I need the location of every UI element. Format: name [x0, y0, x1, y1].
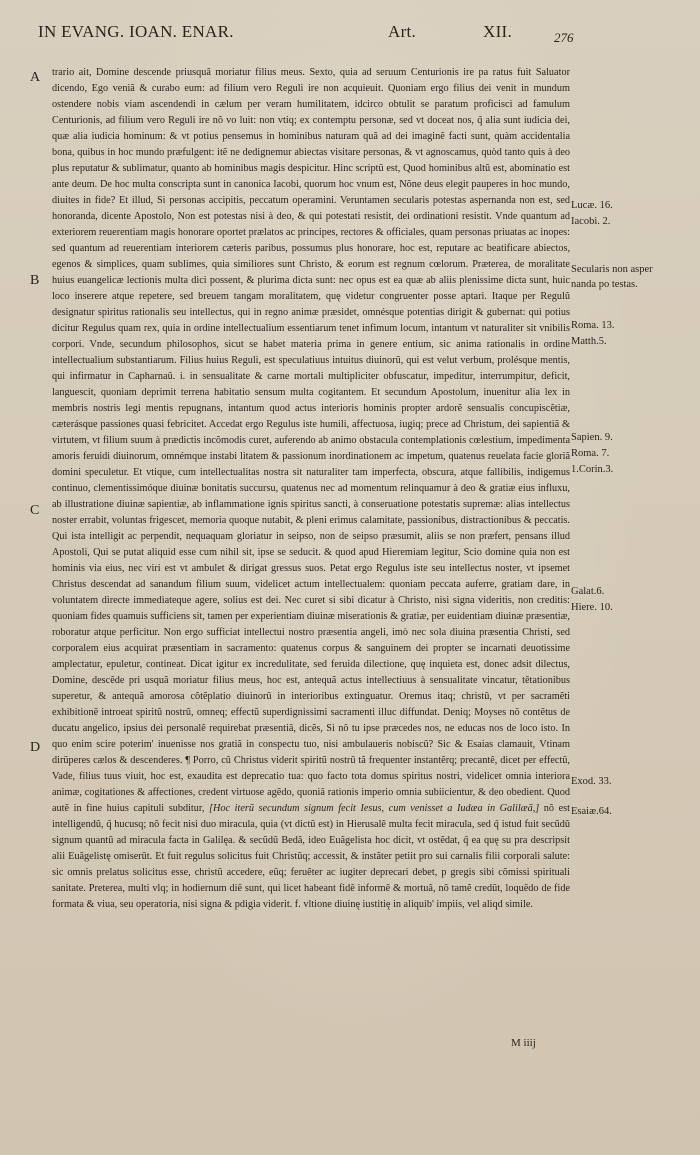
margin-note-romans-7: Roma. 7.: [571, 448, 610, 459]
section-letter-d: D: [30, 740, 41, 755]
margin-note-romans-13: Roma. 13.: [571, 320, 615, 331]
margin-note-isaiah: Esaiæ.64.: [571, 806, 612, 817]
section-letter-b: B: [30, 273, 40, 288]
article-label: Art.: [388, 22, 417, 41]
margin-note-wisdom: Sapien. 9.: [571, 432, 613, 443]
commentary-text: [52, 65, 570, 913]
paragraph-d: usquã moriatur filius meus, hoc est, antequã actus intellectiuus à sensualitate vincatur, tẽtationibus superetur, & antequã amorosa cõtẽplatio diuinorũ in interioribus extinguatur. Oremus itaq; christũ, vt per sacramẽti exhibitionẽ introeat spiritũ nostrũ, omneq; effectũ superdignissimi sacramenti illuc diffundat. Deniq; Moyses nõ contẽtus de ducatu angelico, ipsius dei personalẽ requirebat præsentiã, dicẽs, Si nõ tu ipse præcedes nos, ne educas nos de loco isto. In quo enim scire poterim' inuenisse nos gratiã in conspectu tuo, nisi ambulaueris nobiscũ? Sic & Esaias clamauit, Vtinam dirũperes cælos & descenderes. ¶ Porro, cũ Christus viderit spiritũ nostrũ tã frequenter instantẽrq; precantẽ, dicet per effectũ, Vade, filius tuus viuit, hoc est, exaudita est deprecatio tua: quo facto tota domus spiritus nostri, videlicet omnia interiora animæ, cogitationes & affectiones, credent virtuose agẽdo, quoniã rationis imperio omnia subiicientur, & deo obedient. Quod autẽ in fine huius capituli subditur,: [52, 675, 570, 814]
article-number: XII.: [483, 22, 513, 41]
margin-note-secular-power: Secularis non asper nanda po testas.: [571, 264, 653, 290]
running-title: IN EVANG. IOAN. ENAR.: [38, 22, 234, 41]
margin-note-jeremiah: Hiere. 10.: [571, 602, 613, 613]
margin-note-corinthians: 1.Corin.3.: [571, 464, 614, 475]
paragraph-d-continued: nõ est intelligendũ, q̃ hucusq; nõ fecit nisi duo miracula, quia (vt dictũ est) in Hierusalẽ multa fecit miracula, sed q̃ istud fuit secũdũ signum quantũ ad miracula facta in Galilęa. & secũdũ Bedã, ideo Euãgelista hoc dicit, vt ostẽdat, q̃ ea quę su pra descripsit alii Euãgelistę omiserũt. Et fuit regulus solicitus fuit Christũq; accessit, & instãter petiit pro sui carnalis filii corporali salute: sic omnis prelatus solicitus esse, christũ accedere, eũq; feruẽter ac iugiter deprecari debet, p gregis sibi cõmissi spirituali sanitate. Preterea, multi vlq; in hodiernum diẽ sunt, qui licet habeant fidẽ informẽ & mortuã, nõ tamẽ credũt, loquẽdo de fide formata & viua, seu operatoria, nisi signa & pdigia viderit. f. vltione diuinę iustitię in aliquib' impiis, vel aliqd simile.: [52, 803, 570, 910]
folio-number: 276: [554, 30, 574, 45]
margin-note-james: Iacobi. 2.: [571, 216, 611, 227]
paragraph-a: trario ait, Domine descende priusquã moriatur filius meus. Sexto, quia ad seruum Centurionis ire pa ratus fuit Saluator dicendo, Ego veniã & curabo eum: ad filium vero Reguli ire non acquieuit. Quoniam ergo filius dei venit in mundum ostendere nobis viam ascendendi in cælum per veram humilitatem, idcirco obtulit se paratum proficisci ad famulum Centurionis, ad filium vero Reguli ire nõ vo luit: non vtiq; ex contemptu personæ, sed vt doceat nos, q̃ alia sunt iudicia dei, quæ alia iudicia hominum: & vt potius pensemus in hominibus naturam quã ad dei imaginẽ facti sunt, quàm accidentalia bona, quibus in hoc mundo præfulgent: itẽ ne dedignemur abiectas visitare personas, & vt agnoscamus, quòd tanto quis à deo plus reputatur & sublimatur, quanto ab hominibus magis despicitur. Hinc scriptũ est, Quod hominibus altũ est, abominatio est ante deum. De hoc multa conscripta sunt in canonica Iacobi, quorum hoc vnum est, Nõne deus elegit pauperes in hoc mundo, diuites in fide? Et illud, Si personas accipitis, peccatum operamini. Veruntamen secularis potestas aspernanda non est, sed honoranda, dicente Apostolo, Non est potestas nisi à deo, & qui potestati resistit, dei ordinationi resistit. Vnde quantum ad exteriorem reuerentiam magis honorare oportet prælatos ac principes, rectores & officiales, quam personas priuatas ac inopes: sed quantum ad reuerentiam interiorem: [52, 67, 570, 254]
paragraph-b: cæteris paribus, possumus plus honorare, hoc est, reputare ac beatificare abiectos, egenos & simplices, quam sublimes, quia similiores sunt Christo, & eorum est regnum cœlorum. Præterea, de moralitate huius euangelicæ lectionis multa dici possent, & plurima dicta sunt: nec opus est ea quæ ab aliis plenissime dicta sunt, huic loco inserere atque repetere, sed breuem tangam moralitatem, quę videtur congruenter posse aptari. Itaque per Regulũ designatur spiritus rationalis seu intellectus, qui in regno animæ præsidet, omnésque potentias dirigit & gubernat: qui potius dicitur Regulus quam rex, quia in ordine intellectualium essentiarum tenet infimum locum, intantum vt naturaliter sit vnibilis corpori. Vnde, secundum philosophos, sicut se habet materia prima in genere entium, sic anima rationalis in ordine intellectualium substantiarum. Filius huius Reguli, est speculatiuus intuitus diuinorũ, qui est velut verbum, prolésque mentis, qui infirmatur in Capharnaũ. i. in sensualitate & carne mortali multipliciter obfuscatur, impeditur, interrumpitur, deficit, languescit, quoniam deprimit terrena habitatio sensum multa cogitantem. Et secundum Apostolum, inuenitur alia lex in membris nostris legi mentis repugnans, intantum quod actus interioris hominis propter ardorẽ sensualis concupiscẽtiæ, cæterásque passiones quasi febricitet. Accedat ergo Regulus iste humili, affectuosa, iugiq; prece ad Christum, dei sapientiã & virtutem, vt filium suum à prædictis incõmodis curet, auferendo ab animo obstacula contemplationis cœlestium, impedimenta amoris feruidi diuinorum, omnémque instabi: [52, 243, 571, 462]
margin-note-luke: Lucæ. 16.: [571, 200, 613, 211]
margin-note-matthew: Matth.5.: [571, 336, 607, 347]
running-head: [38, 22, 598, 48]
paragraph-c: litatem & passionum inordinationem ac impetum, quatenus reuelata facie gloriã domini speculetur. Et vtique, cum intellectualitas nostra sit naturaliter tam imperfecta, obscura, atque fallibilis, indigemus continuo, clementissimóque diuinæ bonitatis succursu, quatenus nec ad momentum relinquamur à deo & gratiæ eius influxu, ab illustratione diuinæ sapientiæ, ab inflammatione ignis spiritus sancti, à conseruatione potestatis supremæ: alias intellectus noster errabit, voluntas frigescet, memoria quoque nutabit, & pleni erimus calamitate, passionibus, distractionibus & peccatis. Qui ista intelligit ac perpendit, nequaquam gloriatur in seipso, non de seipso præsumit, aliis se non præfert, pensans illud Apostoli, Qui se putat aliquid esse cum nihil sit, ipse se seducit. & quod apud Hieremiam legitur, Scio domine quia non est hominis via eius, nec viri est vt ambulet & dirigat gressus suos. Petat ergo Regulus iste seu intellectus noster, vt ipsemet Christus descendat ad sanandum filium suum, videlicet actum intellectualem: quoniam peccata auferre, gratiam dare, in voluntatem directe immediateque agere, solius est dei. Nec curet si sibi dicatur à Christo, nisi signa videritis, non creditis: quoniam fides quamuis sufficiens sit, tamen per experientiam diuinæ miserationis & gratiæ, per euidentiam diuinæ præsentiæ, roboratur atque perficitur. Non ergo sufficiat intellectui nostro præsentia angeli, imò nec sola diuina præsentia Christi, sed corporalem eius acquirat præsentiam in sacramento: quatenus corpus & sanguinem dei propter se incarnati deuotissime amplectatur, epuletur, contineat. Dicat igitur ex incredulitate, sed feruida dilectione, quę inquieta est, donec adsit dilectus, Domine, descẽde pri: [52, 451, 570, 686]
gospel-quotation: [Hoc iterũ secundum signum fecit Iesus, cum venisset a Iudæa in Galilæã,]: [209, 803, 544, 814]
margin-note-galatians: Galat.6.: [571, 586, 605, 597]
section-letter-c: C: [30, 503, 40, 518]
margin-note-exodus: Exod. 33.: [571, 776, 612, 787]
section-letter-a: A: [30, 70, 41, 85]
signature-mark: M iiij: [511, 1037, 536, 1049]
